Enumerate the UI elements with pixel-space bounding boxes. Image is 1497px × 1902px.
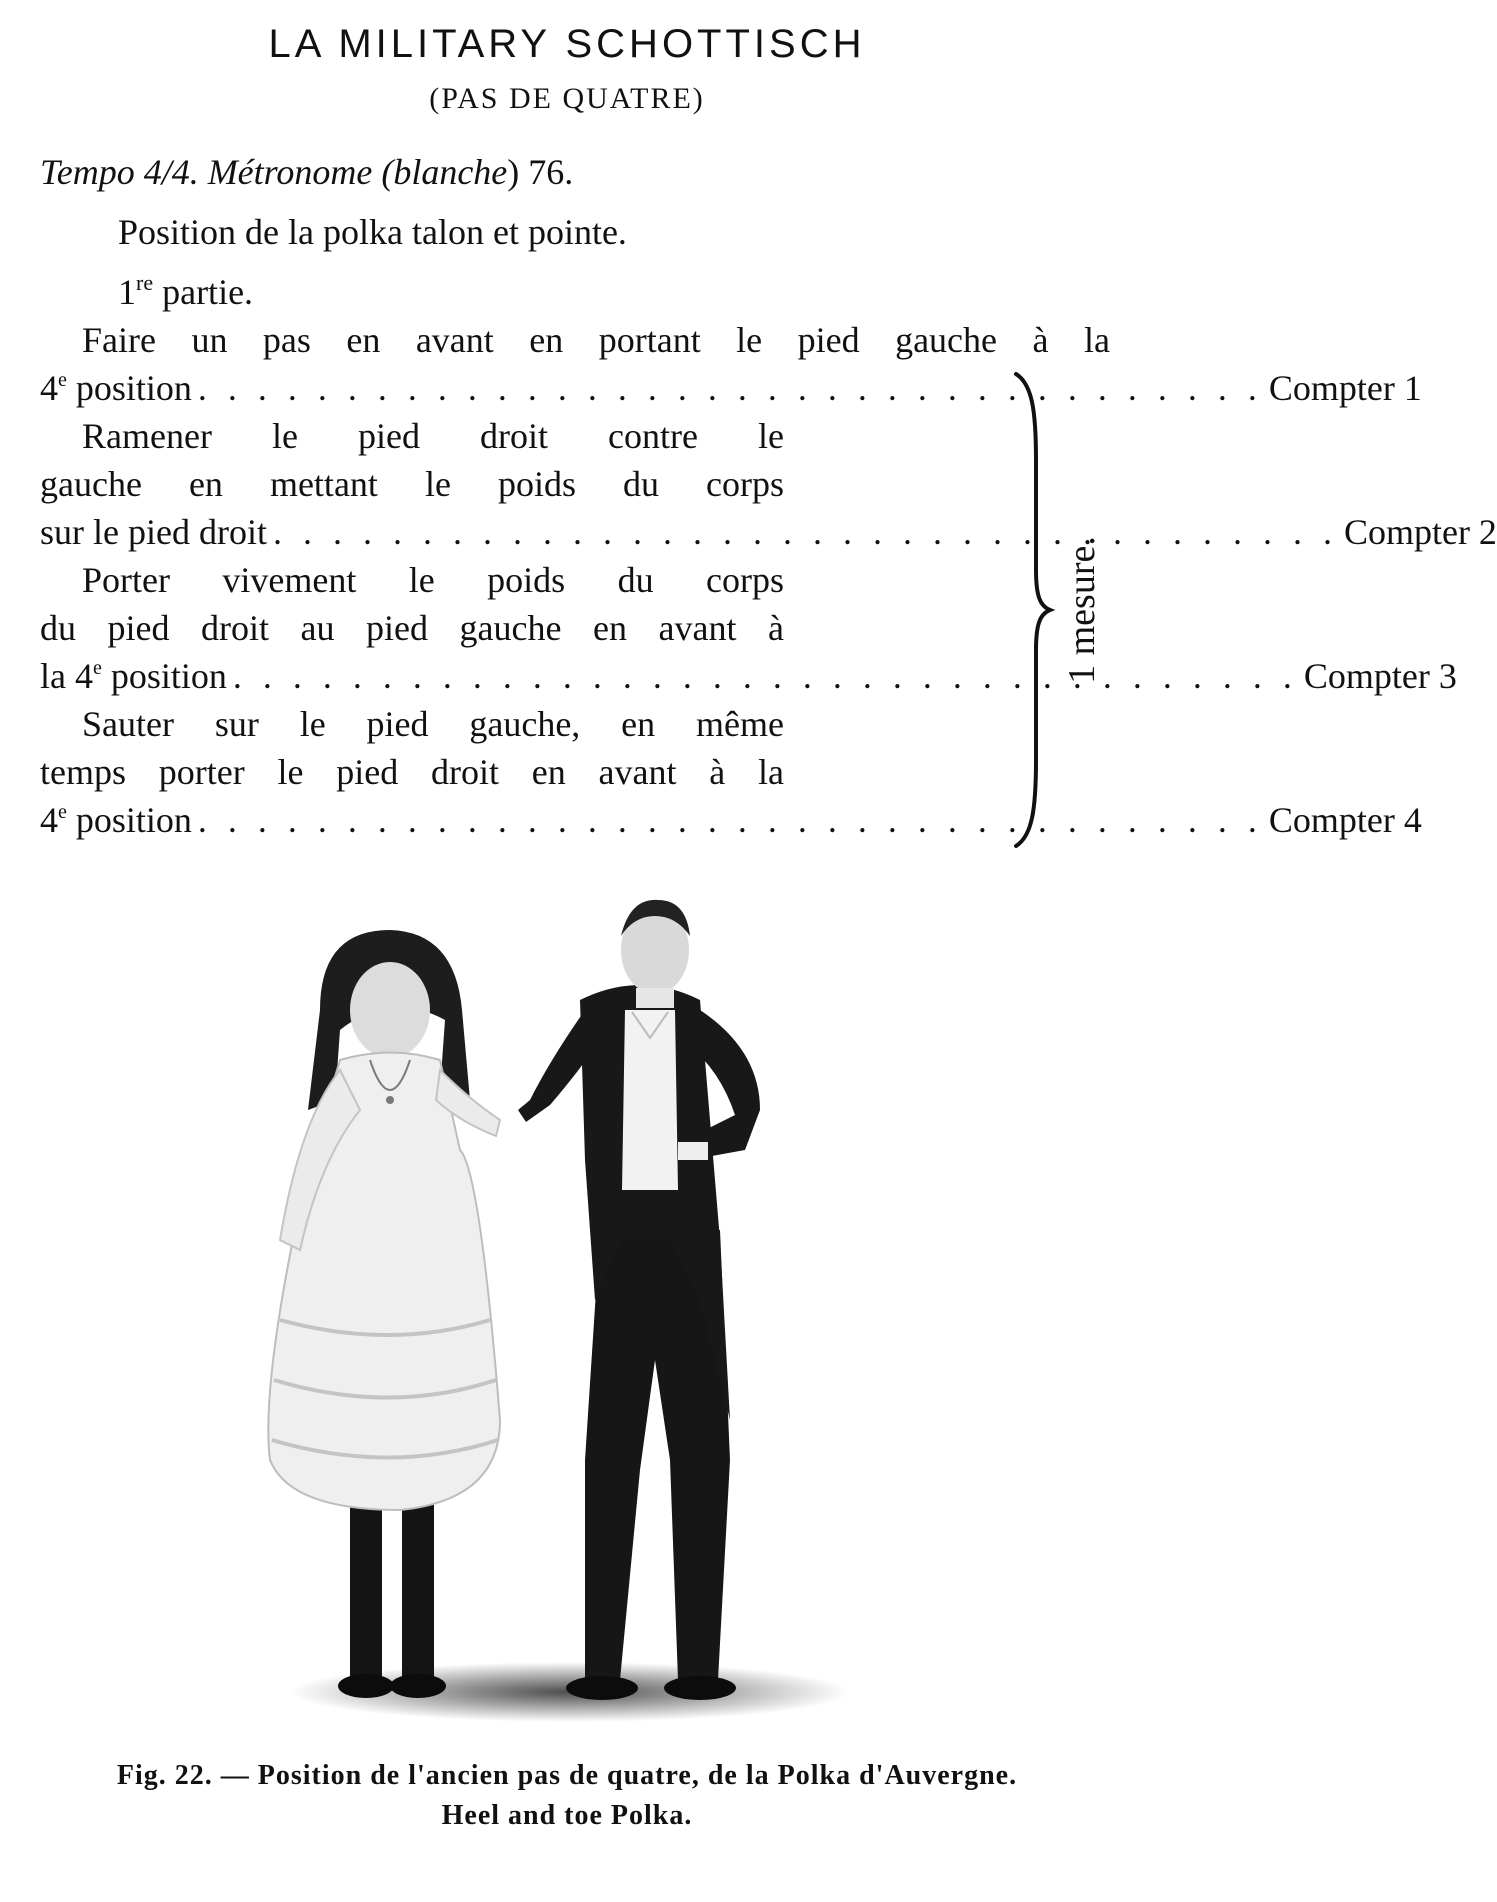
ordinal-number: 4 [40, 800, 58, 840]
word: en [346, 320, 381, 360]
step2-line2 [40, 460, 784, 508]
step4-line1 [82, 700, 784, 748]
word: poids [487, 560, 566, 600]
word: du [40, 608, 76, 648]
word: poids [497, 464, 576, 504]
measure-label [1052, 536, 1112, 684]
leader-dots: . . . . . . . . . . . . . . . . . . . . . . . . . . . . . . . . . . . . [272, 512, 1338, 552]
ordinal-superscript: e [92, 657, 102, 679]
word: sur [214, 704, 259, 744]
word: gauche [459, 608, 562, 648]
position-word: position [75, 368, 192, 408]
word: pied [366, 704, 429, 744]
figure-caption: Fig. 22. — Position de l'ancien pas de quatre, de la Polka d'Auvergne. [116, 1760, 1018, 1791]
step1-line1 [40, 316, 1110, 364]
word: corps [705, 560, 784, 600]
word: la [758, 752, 784, 792]
step4-final-line [40, 796, 1422, 844]
man-figure [518, 900, 760, 1700]
word: Sauter [82, 704, 174, 744]
step1-final-text [40, 364, 192, 412]
word: temps [40, 752, 126, 792]
step3-line1 [82, 556, 784, 604]
count-label-3: Compter 3 [1303, 656, 1457, 696]
count-label-4: Compter 4 [1268, 800, 1422, 840]
tempo-note-value: blanche [393, 152, 508, 192]
word: le [736, 320, 763, 360]
word: en [529, 320, 564, 360]
word: le [408, 560, 435, 600]
word: le [424, 464, 451, 504]
step3-line2 [40, 604, 784, 652]
tempo-line [40, 148, 573, 196]
position-word: position [75, 800, 192, 840]
position-heading: Position de la polka talon et pointe. [118, 212, 627, 252]
word: pied [357, 416, 420, 456]
part-word: partie. [162, 272, 254, 312]
part-number: 1 [118, 272, 136, 312]
word: au [300, 608, 335, 648]
leader-dots: . . . . . . . . . . . . . . . . . . . . . . . . . . . . . . . . . . . . [197, 368, 1263, 408]
word: un [191, 320, 228, 360]
leader-dots: . . . . . . . . . . . . . . . . . . . . . . . . . . . . . . . . . . . . [232, 656, 1298, 696]
word: le [277, 752, 304, 792]
page-title: LA MILITARY SCHOTTISCH [268, 22, 866, 66]
word: vivement [222, 560, 357, 600]
step2-final-text: sur le pied droit [40, 512, 267, 552]
word: à [1032, 320, 1049, 360]
part-heading [118, 268, 253, 316]
ordinal-prefix: la 4 [40, 656, 93, 696]
page-subtitle: (PAS DE QUATRE) [429, 82, 705, 115]
tempo-text-a: Tempo 4/4. Métronome ( [40, 152, 394, 192]
step4-final-text [40, 796, 192, 844]
word: du [622, 464, 659, 504]
position-word: position [110, 656, 227, 696]
word: avant [658, 608, 737, 648]
ordinal-superscript: e [58, 801, 67, 823]
tempo-text-c: ) 76. [507, 152, 574, 192]
step2-line1 [82, 412, 784, 460]
count-label-2: Compter 2 [1343, 512, 1497, 552]
step1-final-line [40, 364, 1422, 412]
word: Ramener [82, 416, 212, 456]
word: en [531, 752, 566, 792]
word: pied [797, 320, 860, 360]
count-label-1: Compter 1 [1268, 368, 1422, 408]
word: droit [480, 416, 548, 456]
word: avant [598, 752, 677, 792]
step4-line2 [40, 748, 784, 796]
word: corps [705, 464, 784, 504]
ordinal-number: 4 [40, 368, 58, 408]
word: du [617, 560, 654, 600]
word: à [709, 752, 726, 792]
word: portant [598, 320, 701, 360]
measure-label-text: 1 mesure. [1061, 536, 1103, 684]
word: la [1083, 320, 1110, 360]
step3-final-text [40, 652, 227, 700]
word: porter [158, 752, 245, 792]
part-superscript: re [136, 270, 154, 295]
word: mettant [269, 464, 378, 504]
word: gauche [895, 320, 998, 360]
figure-caption-english: Heel and toe Polka. [441, 1800, 693, 1831]
word: en [592, 608, 627, 648]
word: en [188, 464, 223, 504]
word: en [621, 704, 656, 744]
word: Porter [82, 560, 170, 600]
word: droit [201, 608, 270, 648]
word: pas [262, 320, 311, 360]
word: pied [366, 608, 429, 648]
word: avant [415, 320, 494, 360]
step3-final-line [40, 652, 1457, 700]
word: à [767, 608, 784, 648]
word: Faire [82, 320, 156, 360]
woman-figure [268, 930, 500, 1698]
word: le [271, 416, 298, 456]
word: même [696, 704, 784, 744]
dancers-photo [200, 860, 940, 1740]
word: gauche [40, 464, 142, 504]
word: le [758, 416, 784, 456]
leader-dots: . . . . . . . . . . . . . . . . . . . . . . . . . . . . . . . . . . . . [197, 800, 1263, 840]
word: droit [431, 752, 499, 792]
word: pied [336, 752, 399, 792]
word: le [299, 704, 326, 744]
ordinal-superscript: e [58, 369, 67, 391]
word: contre [608, 416, 698, 456]
step2-final-line [40, 508, 1497, 556]
word: gauche, [469, 704, 581, 744]
word: pied [107, 608, 170, 648]
